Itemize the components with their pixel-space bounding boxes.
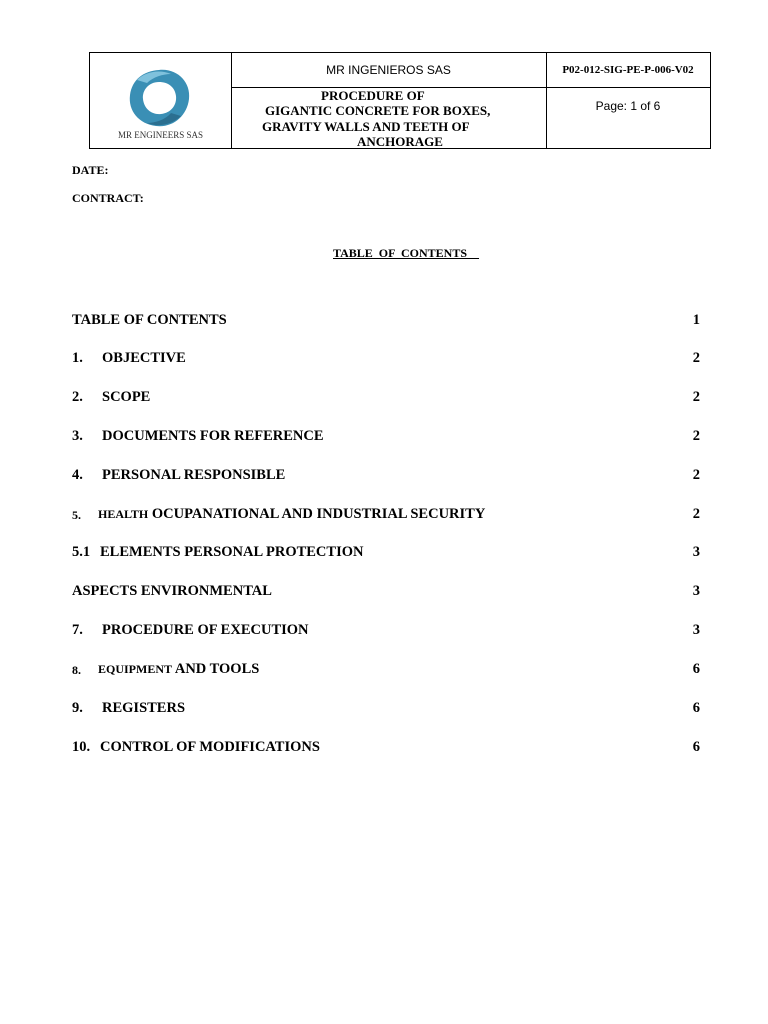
toc-entry-label: REGISTERS [102,700,186,716]
toc-entry-label [98,506,485,523]
title-line-2: GIGANTIC CONCRETE FOR BOXES, [265,103,491,118]
toc-entry-page: 2 [692,350,700,366]
title-line-3: GRAVITY WALLS AND TEETH OF [262,119,470,134]
toc-entry-label: DOCUMENTS FOR REFERENCE [102,428,324,444]
document-header [89,52,711,149]
document-title [231,88,547,148]
toc-entry-number: 9. [72,700,83,716]
company-name: MR INGENIEROS SAS [231,53,547,88]
toc-entry[interactable] [72,622,700,642]
toc-entry-label: PERSONAL RESPONSIBLE [102,467,286,483]
toc-entry-label: OBJECTIVE [102,350,186,366]
date-label: DATE: [72,163,109,177]
page-indicator: Page: 1 of 6 [595,99,661,113]
toc-entry-page: 2 [692,389,700,405]
toc-entry-page: 6 [692,700,700,716]
toc-entry-page: 6 [692,661,700,677]
toc-entry[interactable] [72,544,700,564]
toc-entry-label-main: AND TOOLS [174,661,260,677]
toc-entry[interactable] [72,583,700,603]
toc-entry-label: ELEMENTS PERSONAL PROTECTION [100,544,364,560]
toc-entry-page: 3 [692,583,700,599]
toc-entry-page: 2 [692,506,700,522]
company-logo-icon [125,66,193,130]
toc-entry-label: SCOPE [102,389,151,405]
toc-entry-label: PROCEDURE OF EXECUTION [102,622,309,638]
toc-entry-page: 3 [692,622,700,638]
toc-entry-number: 5.1 [72,544,91,560]
toc-entry[interactable] [72,312,700,332]
logo-cell [90,53,232,148]
toc-entry-number: 2. [72,389,83,405]
toc-entry-number: 5. [72,508,81,522]
title-line-4: ANCHORAGE [357,134,443,149]
toc-entry[interactable] [72,506,700,526]
toc-entry-number: 7. [72,622,83,638]
toc-entry-page: 1 [692,312,700,328]
toc-entry-label: ASPECTS ENVIRONMENTAL [72,583,272,599]
toc-entry-number: 3. [72,428,83,444]
contract-label: CONTRACT: [72,191,144,205]
toc-entry-number: 10. [72,739,91,755]
toc-entry-page: 2 [692,467,700,483]
toc-entry[interactable] [72,700,700,720]
toc-entry[interactable] [72,739,700,759]
toc-entry-page: 6 [692,739,700,755]
toc-entry[interactable] [72,467,700,487]
toc-entry-number: 1. [72,350,83,366]
toc-entry[interactable] [72,661,700,681]
toc-entry-label-prefix: HEALTH [98,507,149,521]
toc-entry-label: CONTROL OF MODIFICATIONS [100,739,320,755]
toc-entry-label-main: OCUPANATIONAL AND INDUSTRIAL SECURITY [151,506,486,522]
toc-entry-number: 4. [72,467,83,483]
toc-entry-page: 3 [692,544,700,560]
toc-entry-label [98,661,259,678]
toc-entry[interactable] [72,428,700,448]
toc-entry-number: 8. [72,663,81,677]
toc-entry[interactable] [72,389,700,409]
document-code: P02-012-SIG-PE-P-006-V02 [546,53,710,88]
toc-entry-page: 2 [692,428,700,444]
toc-entry-label-prefix: EQUIPMENT [98,662,173,676]
logo-text: MR ENGINEERS SAS [117,130,203,140]
title-line-1: PROCEDURE OF [321,88,425,103]
toc-entry-label: TABLE OF CONTENTS [72,312,227,328]
toc-entry[interactable] [72,350,700,370]
toc-heading: TABLE OF CONTENTS [333,246,480,260]
